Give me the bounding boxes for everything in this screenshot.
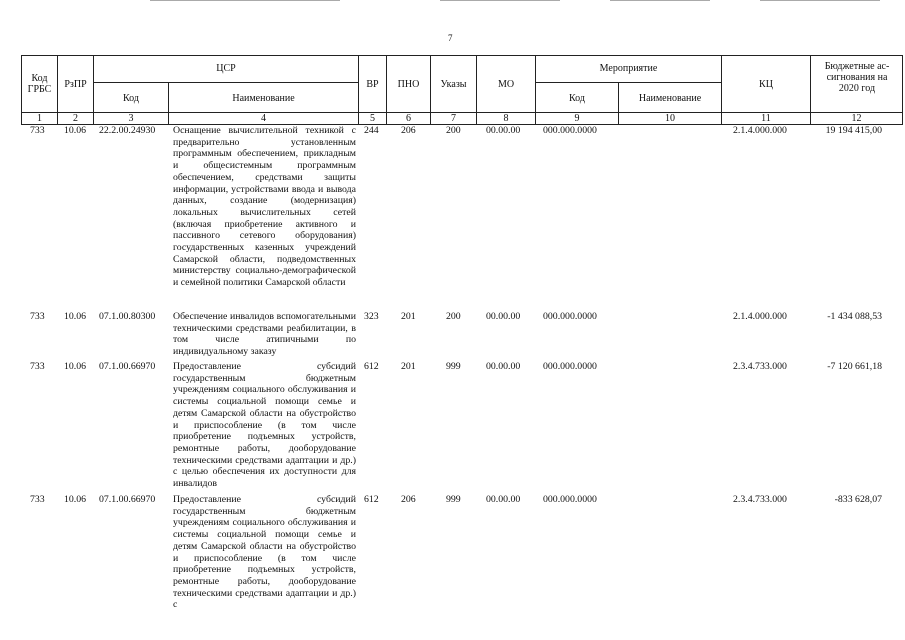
header-kc: КЦ xyxy=(759,79,773,90)
cell-rzpr: 10.06 xyxy=(64,125,87,136)
cell-mer-kod: 000.000.0000 xyxy=(543,125,597,136)
cell-csr-kod: 22.2.00.24930 xyxy=(99,125,156,136)
cell-name: Предоставление субсидий государственным бюджетным учреждениям социального обслуживания и системы социальной помощи семье и детям Самарской области на обустройство и приспособление (в том числе приобретение подъемных устройств, ремонтные работы, дооборудование техническими средствами адаптации и др.) с xyxy=(173,494,356,611)
cell-ukazy: 200 xyxy=(446,125,461,136)
cell-mo: 00.00.00 xyxy=(486,125,521,136)
cell-kc: 2.3.4.733.000 xyxy=(733,494,787,505)
column-number: 12 xyxy=(851,113,862,124)
column-number: 2 xyxy=(73,113,78,124)
header-csr: ЦСР xyxy=(216,63,236,74)
cell-mo: 00.00.00 xyxy=(486,361,521,372)
column-number: 3 xyxy=(128,113,134,124)
header-meropriyatie: Мероприятие xyxy=(599,63,658,74)
header-csr-name: Наименование xyxy=(232,93,295,104)
cell-csr-kod: 07.1.00.66970 xyxy=(99,494,156,505)
cell-mer-kod: 000.000.0000 xyxy=(543,361,597,372)
cell-csr-kod: 07.1.00.66970 xyxy=(99,361,156,372)
cell-vr: 612 xyxy=(364,494,379,505)
cell-mo: 00.00.00 xyxy=(486,311,521,322)
cell-vr: 244 xyxy=(364,125,379,136)
column-number: 8 xyxy=(503,113,509,124)
cell-kc: 2.1.4.000.000 xyxy=(733,311,787,322)
cell-rzpr: 10.06 xyxy=(64,494,87,505)
cell-mo: 00.00.00 xyxy=(486,494,521,505)
cell-ukazy: 999 xyxy=(446,361,461,372)
cell-amount: -833 628,07 xyxy=(834,494,882,505)
column-number: 1 xyxy=(37,113,42,124)
grid-line xyxy=(93,82,358,83)
header-pno: ПНО xyxy=(397,79,420,90)
column-number: 4 xyxy=(261,113,266,124)
header-mer-name: Наименование xyxy=(638,93,702,104)
cell-rzpr: 10.06 xyxy=(64,361,87,372)
cell-grbs: 733 xyxy=(30,125,45,136)
cell-pno: 206 xyxy=(401,494,416,505)
header-budget: Бюджетные ас-сигнования на 2020 год xyxy=(824,61,890,94)
cell-vr: 612 xyxy=(364,361,379,372)
grid-line xyxy=(902,55,903,125)
cell-rzpr: 10.06 xyxy=(64,311,87,322)
cell-pno: 201 xyxy=(401,361,416,372)
scan-artifact xyxy=(760,0,880,1)
column-number: 10 xyxy=(665,113,675,124)
cell-grbs: 733 xyxy=(30,311,45,322)
cell-vr: 323 xyxy=(364,311,379,322)
grid-line xyxy=(535,82,721,83)
cell-ukazy: 999 xyxy=(446,494,461,505)
column-number: 9 xyxy=(574,113,580,124)
cell-mer-kod: 000.000.0000 xyxy=(543,311,597,322)
cell-mer-kod: 000.000.0000 xyxy=(543,494,597,505)
cell-kc: 2.3.4.733.000 xyxy=(733,361,787,372)
cell-name: Обеспечение инвалидов вспомогательными техническими средствами реабилитации, в том числе атипичными по индивидуальному заказу xyxy=(173,311,356,358)
header-csr-kod: Код xyxy=(123,93,139,104)
scan-artifact xyxy=(440,0,560,1)
scan-artifact xyxy=(610,0,710,1)
cell-pno: 201 xyxy=(401,311,416,322)
column-number: 7 xyxy=(451,113,456,124)
scan-artifact xyxy=(150,0,340,1)
cell-amount: -1 434 088,53 xyxy=(827,311,882,322)
cell-grbs: 733 xyxy=(30,494,45,505)
cell-ukazy: 200 xyxy=(446,311,461,322)
cell-amount: 19 194 415,00 xyxy=(825,125,882,136)
budget-table xyxy=(21,55,903,640)
cell-grbs: 733 xyxy=(30,361,45,372)
header-kod-grbs: Код ГРБС xyxy=(27,73,52,95)
header-vr: ВР xyxy=(366,79,379,90)
column-number: 11 xyxy=(761,113,771,124)
header-ukazy: Указы xyxy=(440,79,467,90)
cell-csr-kod: 07.1.00.80300 xyxy=(99,311,156,322)
grid-line xyxy=(21,55,903,56)
header-mo: МО xyxy=(497,79,515,90)
header-rzpr: РзПР xyxy=(64,79,87,90)
column-number: 5 xyxy=(370,113,375,124)
cell-name: Оснащение вычислительной техникой с предварительно установленным программным обеспечением, прикладным и общесистемным программным обеспечением, средствами защиты информации, устройствами ввода и вывода данных, создание (модернизация) локальных вычислительных сетей (включая приобретение активного и пассивного сетевого оборудования) государственных казенных учреждений Самарской области, подведомственных министерству социально-демографической и семейной политики Самарской области xyxy=(173,125,356,289)
header-mer-kod: Код xyxy=(569,93,585,104)
cell-amount: -7 120 661,18 xyxy=(827,361,882,372)
cell-pno: 206 xyxy=(401,125,416,136)
cell-kc: 2.1.4.000.000 xyxy=(733,125,787,136)
cell-name: Предоставление субсидий государственным бюджетным учреждениям социального обслуживания и системы социальной помощи семье и детям Самарской области на обустройство и приспособление (в том числе приобретение подъемных устройств, ремонтные работы, дооборудование техническими средствами адаптации и др.) с целью обеспечения их доступности для инвалидов xyxy=(173,361,356,490)
column-number: 6 xyxy=(406,113,411,124)
page-number: 7 xyxy=(448,33,453,43)
table-grid xyxy=(21,55,903,640)
